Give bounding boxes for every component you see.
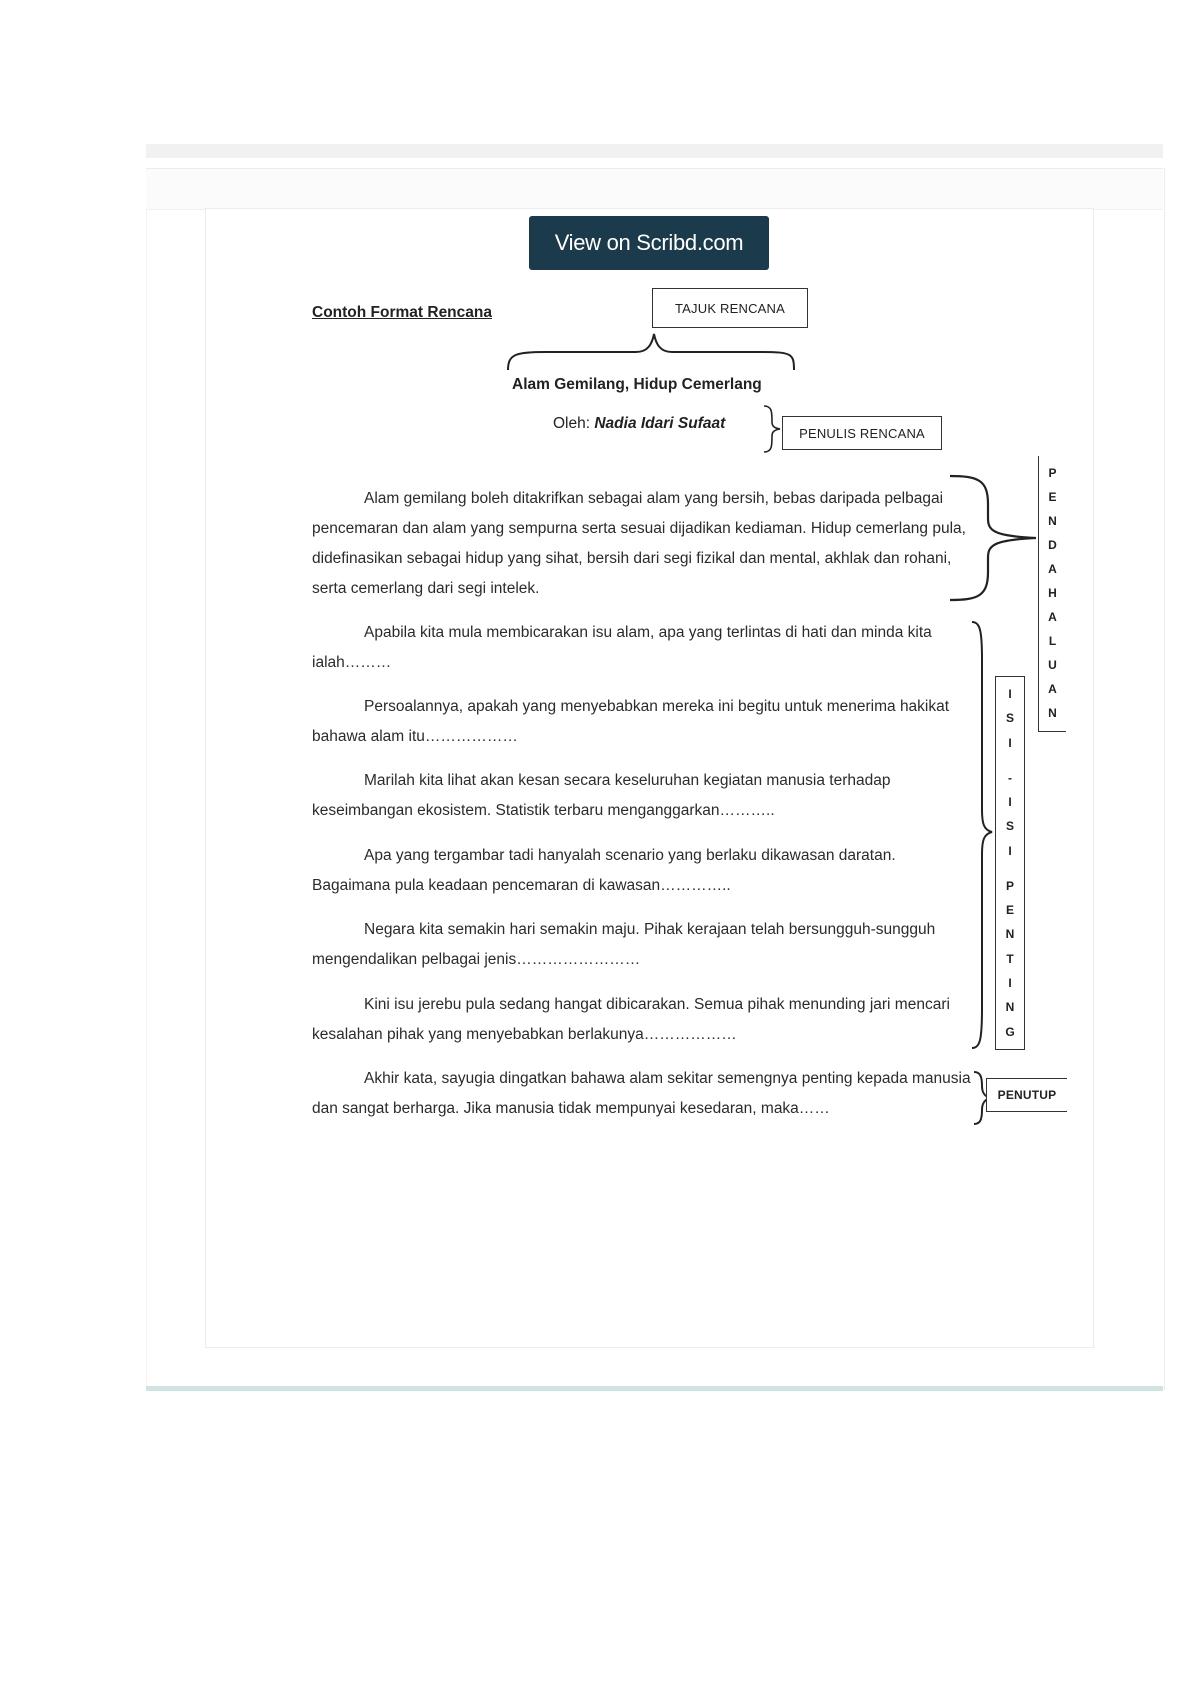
pendahuluan-letter: A: [1048, 610, 1057, 624]
author-brace: [762, 404, 782, 454]
embed-top-band: [146, 168, 1163, 210]
pendahuluan-label: [1038, 456, 1066, 732]
isi-brace: [970, 620, 994, 1050]
article-author: [553, 415, 725, 433]
isi-letter: S: [1005, 819, 1014, 834]
author-name: Nadia Idari Sufaat: [594, 415, 726, 432]
isi-letter: I: [1008, 795, 1012, 810]
view-on-scribd-button[interactable]: View on Scribd.com: [529, 216, 769, 270]
isi-letter: N: [1005, 927, 1015, 942]
isi-letter: S: [1005, 711, 1014, 726]
isi-letter: E: [1005, 903, 1014, 918]
pendahuluan-letter: E: [1048, 490, 1057, 504]
isi-letter: G: [1005, 1024, 1015, 1039]
isi-letter: I: [1008, 843, 1012, 858]
isi-letter: I: [1008, 976, 1012, 991]
isi-letter: N: [1005, 1000, 1015, 1015]
isi-letter: -: [1008, 770, 1012, 785]
document-heading: Contoh Format Rencana: [312, 304, 492, 321]
pendahuluan-letter: P: [1048, 466, 1057, 480]
paragraph-isi: Kini isu jerebu pula sedang hangat dibicarakan. Semua pihak menunding jari mencari kesalahan pihak yang menyebabkan berlakunya………………: [312, 996, 950, 1043]
penulis-rencana-label: PENULIS RENCANA: [782, 416, 942, 450]
pendahuluan-letter: A: [1048, 682, 1057, 696]
embed-bottom-border: [146, 1386, 1163, 1391]
paragraph-isi: Marilah kita lihat akan kesan secara keseluruhan kegiatan manusia terhadap keseimbangan ekosistem. Statistik terbaru menganggarkan………..: [312, 772, 891, 819]
pendahuluan-letter: L: [1048, 634, 1057, 648]
paragraph-pendahuluan: Alam gemilang boleh ditakrifkan sebagai alam yang bersih, bebas daripada pelbagai pencemaran dan alam yang sempurna serta sesuai dijadikan kediaman. Hidup cemerlang pula, didefinasikan sebagai hidup yang sihat, bersih dari segi fizikal dan mental, akhlak dan rohani, serta cemerlang dari segi intelek.: [312, 490, 966, 597]
pendahuluan-letter: U: [1048, 658, 1057, 672]
pendahuluan-letter: N: [1048, 706, 1057, 720]
paragraph-isi: Apabila kita mula membicarakan isu alam, apa yang terlintas di hati dan minda kita ialah………: [312, 624, 932, 671]
pendahuluan-letter: N: [1048, 514, 1057, 528]
pendahuluan-letter: D: [1048, 538, 1057, 552]
paragraph-isi: Persoalannya, apakah yang menyebabkan mereka ini begitu untuk menerima hakikat bahawa alam itu………………: [312, 698, 950, 745]
isi-letter: I: [1008, 687, 1012, 701]
author-prefix: Oleh:: [553, 415, 595, 432]
title-brace: [506, 332, 796, 372]
isi-letter: P: [1005, 878, 1014, 893]
paragraph-isi: Apa yang tergambar tadi hanyalah scenario yang berlaku dikawasan daratan. Bagaimana pula keadaan pencemaran di kawasan…………..: [312, 847, 896, 894]
paragraph-isi: Negara kita semakin hari semakin maju. Pihak kerajaan telah bersungguh-sungguh mengendalikan pelbagai jenis……………………: [312, 921, 936, 968]
pendahuluan-letter: H: [1048, 586, 1057, 600]
isi-letter: I: [1008, 735, 1012, 750]
article-title: Alam Gemilang, Hidup Cemerlang: [512, 376, 762, 393]
tajuk-rencana-label: TAJUK RENCANA: [652, 288, 808, 328]
isi-letter: T: [1006, 951, 1014, 966]
isi-isi-penting-label: [995, 676, 1025, 1050]
paragraph-penutup: Akhir kata, sayugia dingatkan bahawa alam sekitar semengnya penting kepada manusia dan sangat berharga. Jika manusia tidak mempunyai kesedaran, maka……: [312, 1070, 971, 1117]
viewer-top-strip: [146, 144, 1163, 158]
penutup-label: PENUTUP: [986, 1078, 1067, 1112]
pendahuluan-letter: A: [1048, 562, 1057, 576]
